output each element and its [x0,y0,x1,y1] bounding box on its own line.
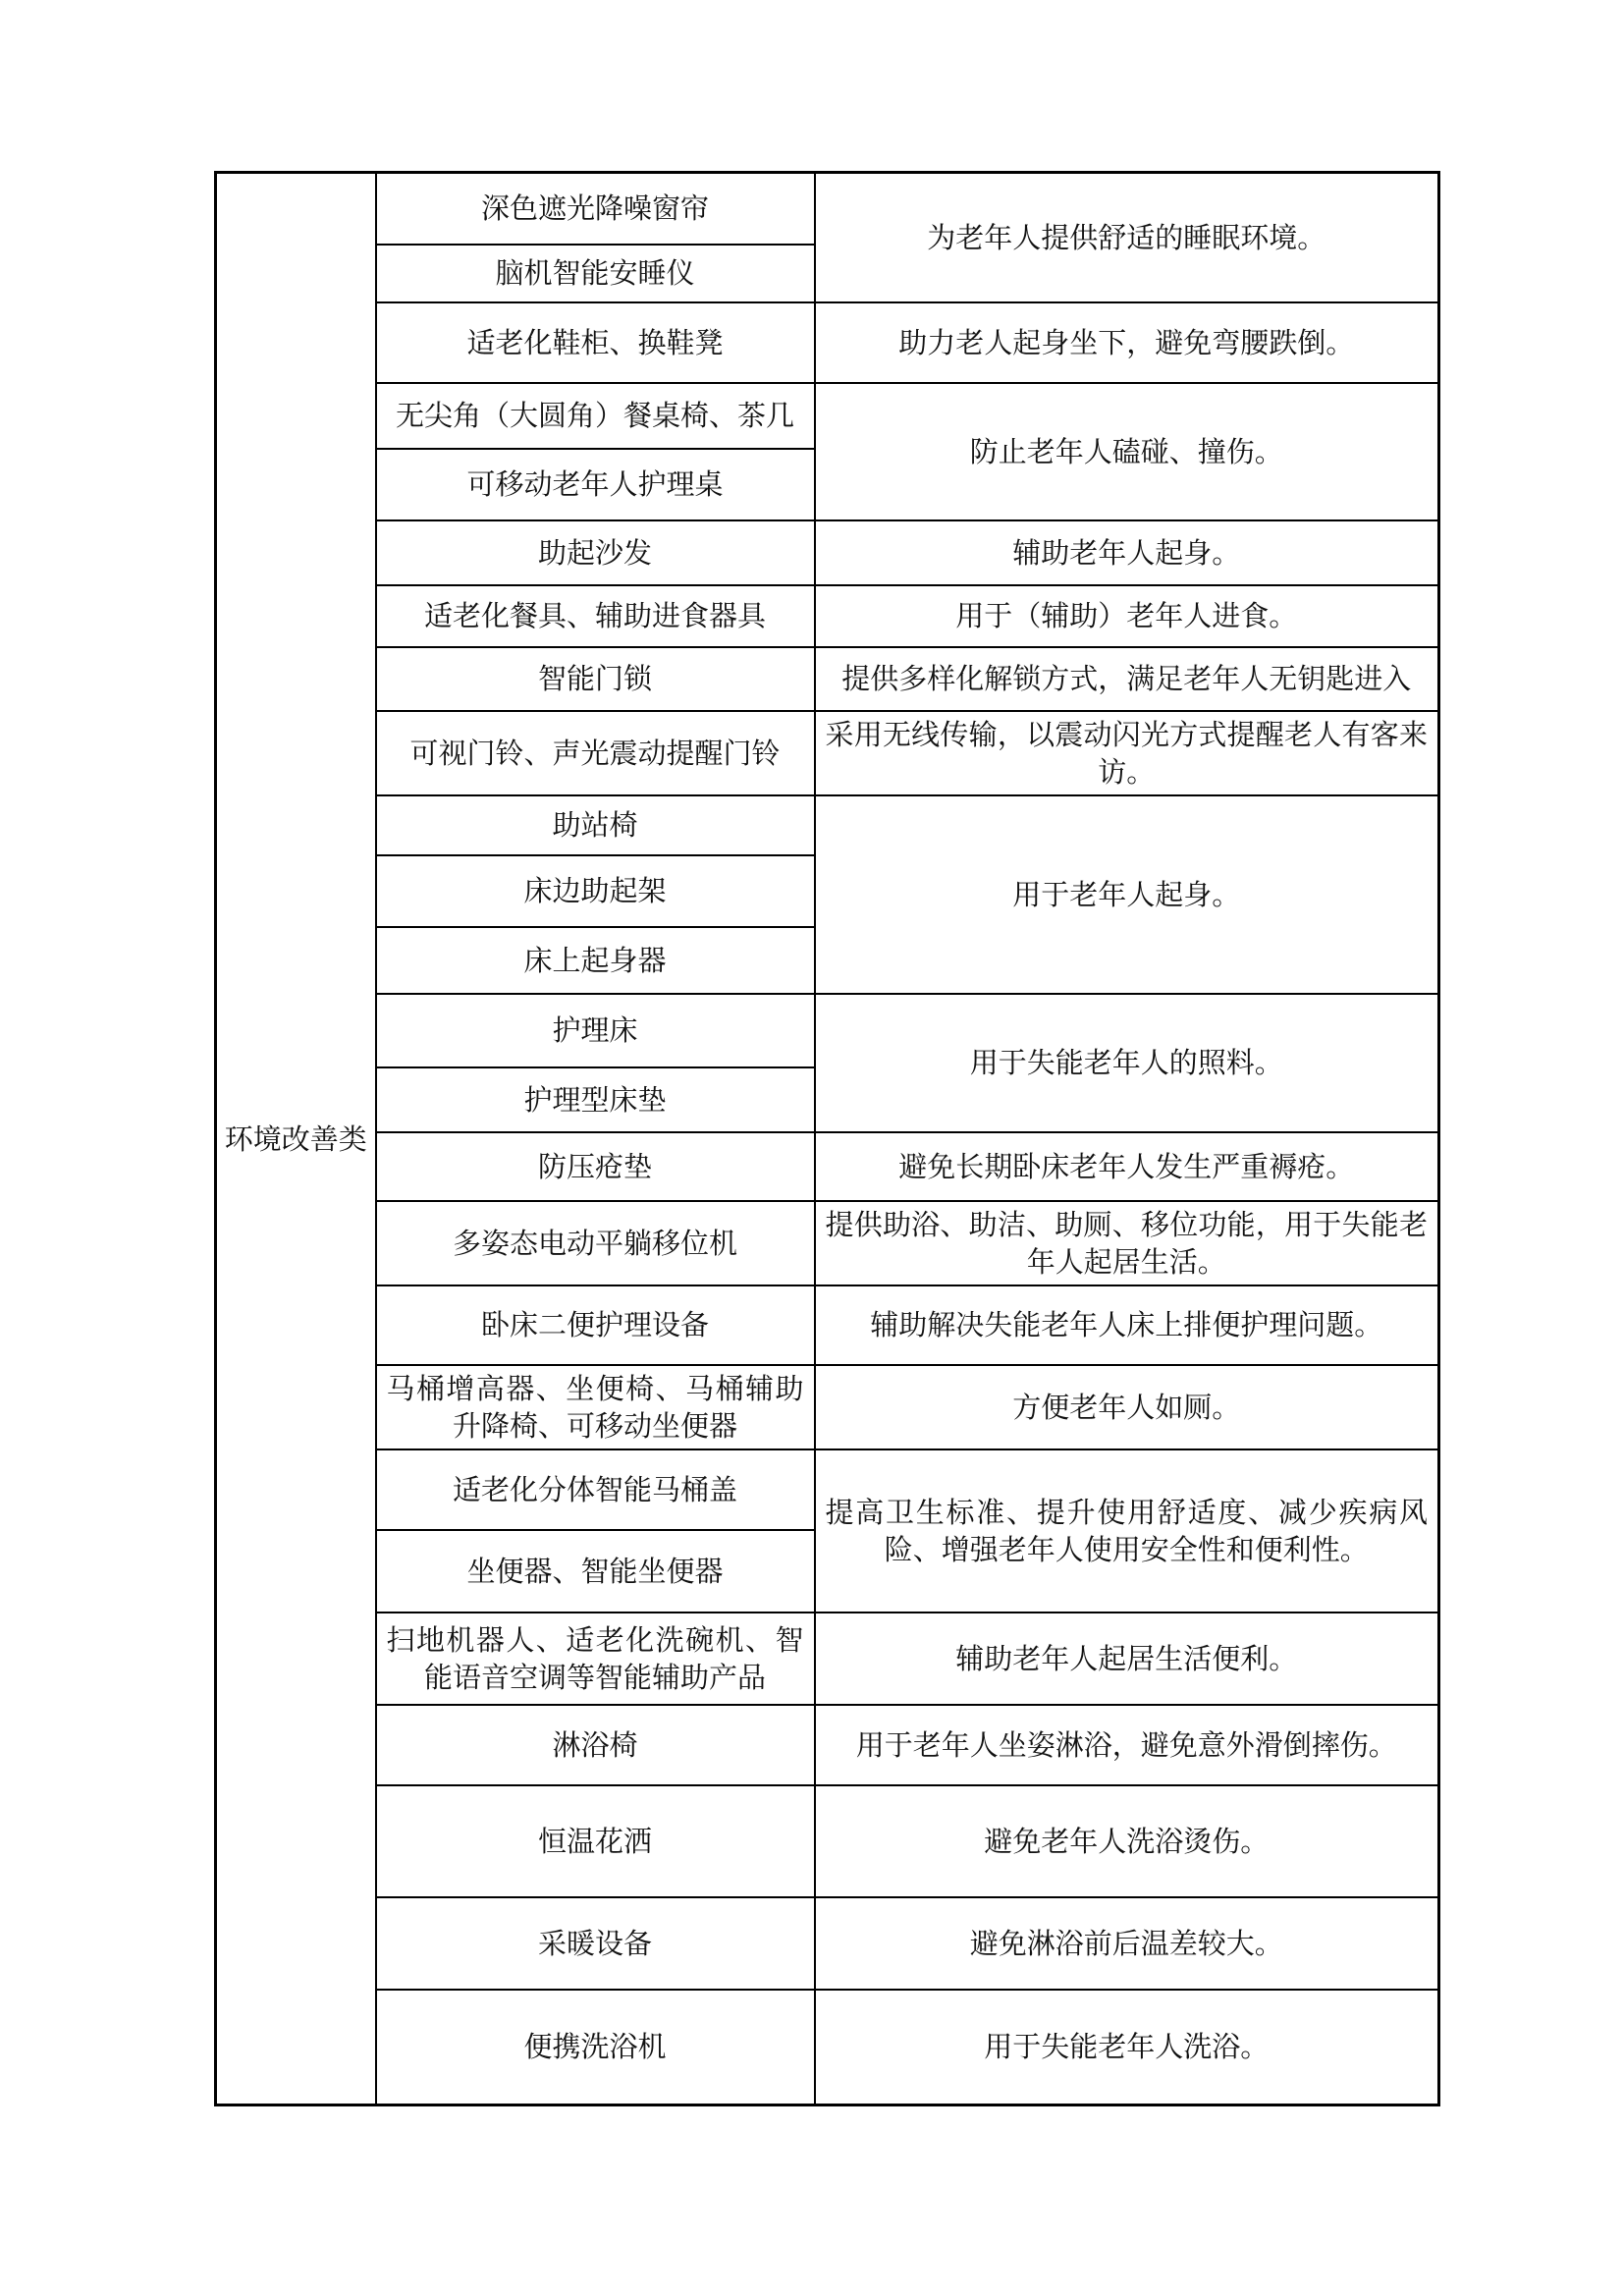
table-body [216,173,1439,2105]
product-name-cell: 多姿态电动平躺移位机 [376,1201,815,1285]
product-name-cell: 适老化鞋柜、换鞋凳 [376,302,815,383]
product-table [214,171,1440,2106]
product-description-cell: 辅助老年人起身。 [815,520,1439,585]
table-row [216,795,1439,855]
product-description-cell: 方便老年人如厕。 [815,1365,1439,1449]
product-description-cell: 辅助老年人起居生活便利。 [815,1613,1439,1705]
product-name-cell: 助站椅 [376,795,815,855]
product-description-cell: 用于失能老年人的照料。 [815,994,1439,1132]
product-description-cell: 采用无线传输，以震动闪光方式提醒老人有客来访。 [815,711,1439,795]
table-row [216,1365,1439,1449]
product-description-cell: 避免淋浴前后温差较大。 [815,1897,1439,1990]
table-row [216,173,1439,245]
product-description-cell: 提供助浴、助洁、助厕、移位功能，用于失能老年人起居生活。 [815,1201,1439,1285]
product-name-cell: 深色遮光降噪窗帘 [376,173,815,245]
product-name-cell: 无尖角（大圆角）餐桌椅、茶几 [376,383,815,449]
product-description-cell: 提高卫生标准、提升使用舒适度、减少疾病风险、增强老年人使用安全性和便利性。 [815,1449,1439,1613]
product-description-cell: 助力老人起身坐下，避免弯腰跌倒。 [815,302,1439,383]
product-name-cell: 便携洗浴机 [376,1990,815,2105]
product-name-cell: 适老化分体智能马桶盖 [376,1449,815,1530]
table-row [216,1990,1439,2105]
product-name-cell: 采暖设备 [376,1897,815,1990]
product-name-cell: 护理型床垫 [376,1067,815,1132]
table-row [216,302,1439,383]
product-name-cell: 防压疮垫 [376,1132,815,1201]
table-row [216,383,1439,449]
table-row [216,1897,1439,1990]
table-row [216,520,1439,585]
table-row [216,647,1439,711]
product-name-cell: 床边助起架 [376,855,815,927]
product-name-cell: 马桶增高器、坐便椅、马桶辅助升降椅、可移动坐便器 [376,1365,815,1449]
product-name-cell: 恒温花洒 [376,1785,815,1897]
product-description-cell: 用于老年人坐姿淋浴，避免意外滑倒摔伤。 [815,1705,1439,1785]
product-description-cell: 避免长期卧床老年人发生严重褥疮。 [815,1132,1439,1201]
table-row [216,711,1439,795]
product-description-cell: 用于失能老年人洗浴。 [815,1990,1439,2105]
product-name-cell: 卧床二便护理设备 [376,1285,815,1365]
table-row [216,1613,1439,1705]
table-row [216,1705,1439,1785]
table-row [216,1201,1439,1285]
table-row [216,1785,1439,1897]
product-description-cell: 提供多样化解锁方式，满足老年人无钥匙进入 [815,647,1439,711]
product-name-cell: 可视门铃、声光震动提醒门铃 [376,711,815,795]
category-cell: 环境改善类 [216,173,376,2105]
table-row [216,585,1439,647]
product-name-cell: 可移动老年人护理桌 [376,449,815,520]
product-description-cell: 为老年人提供舒适的睡眠环境。 [815,173,1439,302]
table-row [216,1449,1439,1530]
table-row [216,1132,1439,1201]
product-name-cell: 坐便器、智能坐便器 [376,1530,815,1613]
product-name-cell: 扫地机器人、适老化洗碗机、智能语音空调等智能辅助产品 [376,1613,815,1705]
product-description-cell: 用于老年人起身。 [815,795,1439,994]
product-description-cell: 避免老年人洗浴烫伤。 [815,1785,1439,1897]
product-name-cell: 助起沙发 [376,520,815,585]
table-row [216,1285,1439,1365]
product-name-cell: 适老化餐具、辅助进食器具 [376,585,815,647]
product-name-cell: 护理床 [376,994,815,1067]
product-name-cell: 脑机智能安睡仪 [376,245,815,302]
product-name-cell: 淋浴椅 [376,1705,815,1785]
product-name-cell: 床上起身器 [376,927,815,994]
product-description-cell: 用于（辅助）老年人进食。 [815,585,1439,647]
product-description-cell: 防止老年人磕碰、撞伤。 [815,383,1439,520]
product-description-cell: 辅助解决失能老年人床上排便护理问题。 [815,1285,1439,1365]
table-row [216,994,1439,1067]
product-name-cell: 智能门锁 [376,647,815,711]
